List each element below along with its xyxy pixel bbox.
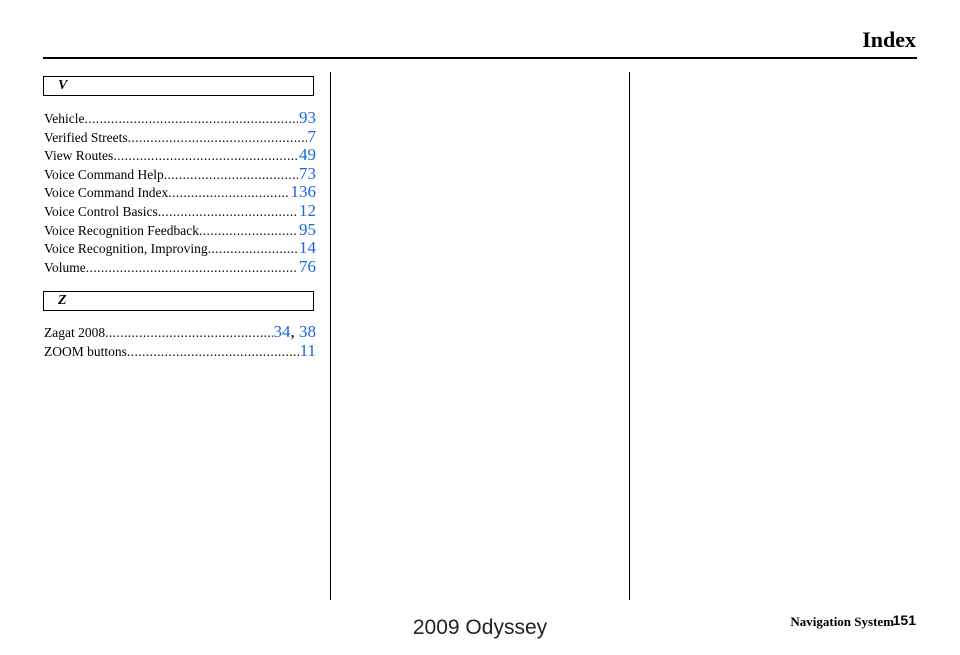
leader-dots: [113, 148, 298, 164]
entry-pages: [298, 257, 316, 276]
leader-dots: [86, 260, 298, 276]
index-entry: [44, 164, 316, 183]
entry-term: Zagat 2008: [44, 325, 106, 340]
page-link[interactable]: 38: [299, 322, 316, 341]
entry-term: View Routes: [44, 148, 114, 164]
leader-dots: [105, 325, 272, 341]
entry-term: Voice Control Basics: [44, 203, 158, 219]
page-link[interactable]: 73: [299, 163, 316, 183]
index-entry: [44, 145, 316, 164]
entry-term: Vehicle: [44, 111, 85, 126]
page-link[interactable]: 76: [299, 256, 316, 276]
index-list-z: [44, 322, 316, 359]
entry-pages: [299, 341, 316, 360]
entry-term: Voice Recognition Feedback: [44, 222, 199, 238]
entry-pages: [298, 201, 316, 220]
index-entry: [44, 220, 316, 239]
entry-term: Verified Streets: [44, 129, 128, 145]
leader-dots: [168, 185, 289, 201]
page-separator: ,: [290, 322, 299, 341]
entry-pages: [290, 182, 317, 201]
footer-page-number: 151: [892, 612, 916, 628]
entry-term: Voice Command Help: [44, 166, 164, 182]
page-link[interactable]: 136: [290, 182, 316, 201]
index-entry: [44, 341, 316, 360]
page-link[interactable]: 14: [299, 238, 316, 257]
entry-term: Volume: [44, 259, 86, 275]
page-link[interactable]: 12: [299, 200, 316, 220]
index-entry: [44, 127, 316, 146]
leader-dots: [158, 204, 298, 220]
index-entry: [44, 108, 316, 127]
page-title: Index: [862, 27, 916, 52]
page-link[interactable]: 95: [299, 219, 316, 239]
title-rule: [43, 57, 917, 59]
index-entry: [44, 257, 316, 276]
section-header-z: Z: [43, 291, 314, 311]
watermark: 2009 Odyssey: [412, 616, 548, 639]
index-entry: [44, 238, 316, 257]
page-link[interactable]: 34: [273, 322, 291, 341]
leader-dots: [199, 223, 298, 239]
page-link[interactable]: 11: [299, 340, 316, 360]
entry-pages: [298, 164, 316, 183]
entry-pages: [273, 322, 317, 341]
entry-pages: [298, 238, 316, 257]
entry-pages: [298, 220, 316, 239]
section-header-v: V: [43, 76, 314, 96]
entry-term: ZOOM buttons: [44, 343, 127, 359]
leader-dots: [127, 344, 299, 360]
entry-pages: [307, 127, 317, 146]
leader-dots: [164, 167, 298, 183]
page-link[interactable]: 49: [299, 145, 316, 164]
page-link[interactable]: 7: [307, 126, 316, 146]
index-entry: [44, 201, 316, 220]
leader-dots: [84, 111, 298, 127]
entry-term: Voice Command Index: [44, 185, 169, 201]
leader-dots: [128, 130, 307, 146]
index-entry: [44, 182, 316, 201]
index-list-v: [44, 108, 316, 275]
entry-term: Voice Recognition, Improving: [44, 241, 208, 257]
entry-pages: [298, 108, 316, 127]
entry-pages: [298, 145, 316, 164]
index-entry: [44, 322, 316, 341]
leader-dots: [208, 241, 298, 257]
column-divider-2: [629, 72, 630, 600]
page-link[interactable]: 93: [299, 108, 316, 127]
column-divider-1: [330, 72, 331, 600]
footer-label: Navigation System: [790, 614, 894, 629]
